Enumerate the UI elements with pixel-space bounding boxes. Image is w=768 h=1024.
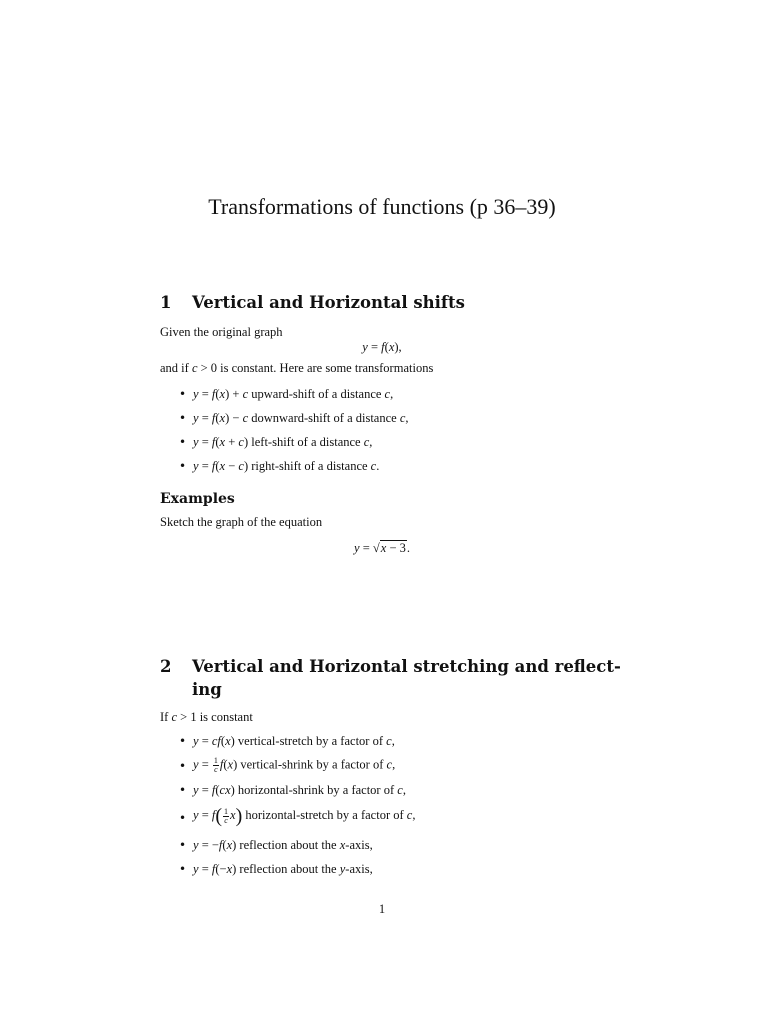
bullet: •: [179, 759, 187, 773]
section-1-heading: Vertical and Horizontal shifts: [192, 293, 465, 312]
page-title: Transformations of functions (p 36–39): [208, 194, 556, 219]
example-equation: y = √x − 3.: [354, 541, 410, 555]
bullet: •: [179, 838, 187, 852]
list-item: y = cf(x) vertical-stretch by a factor of c,: [193, 734, 395, 748]
list-item: y = $\frac{1}{c}$ f(x) vertical-shrink by a factor of c,: [193, 756, 396, 774]
bullet: •: [179, 811, 187, 825]
section-1-number: 1: [160, 293, 172, 312]
bullet: •: [179, 411, 187, 425]
section-1-equation: y = f(x),: [362, 340, 402, 354]
section-1-intro: Given the original graph: [160, 325, 283, 339]
section-2-condition: If c > 1 is constant: [160, 710, 253, 724]
examples-text: Sketch the graph of the equation: [160, 515, 323, 529]
bullet: •: [179, 459, 187, 473]
list-item: y = f(−x) reflection about the y-axis,: [193, 862, 373, 876]
bullet: •: [179, 435, 187, 449]
page-number: 1: [378, 902, 386, 916]
list-item: y = −f(x) reflection about the x-axis,: [193, 838, 373, 852]
section-2-heading-line1: Vertical and Horizontal stretching and reflect-: [192, 657, 621, 676]
bullet: •: [179, 387, 187, 401]
list-item: y = f( $\frac{1}{c}$ x) horizontal-stretch by a factor of c,: [193, 805, 416, 827]
examples-heading: Examples: [160, 491, 235, 507]
list-item: y = f(x + c) left-shift of a distance c,: [193, 435, 373, 449]
bullet: •: [179, 734, 187, 748]
bullet: •: [179, 783, 187, 797]
section-2-number: 2: [160, 657, 172, 676]
section-2-heading-line2: ing: [192, 680, 222, 699]
list-item: y = f(cx) horizontal-shrink by a factor of c,: [193, 783, 406, 797]
list-item: y = f(x − c) right-shift of a distance c.: [193, 459, 380, 473]
list-item: y = f(x) + c upward-shift of a distance c,: [193, 387, 394, 401]
section-1-condition: and if c > 0 is constant. Here are some transformations: [160, 361, 434, 375]
bullet: •: [179, 862, 187, 876]
list-item: y = f(x) − c downward-shift of a distance c,: [193, 411, 409, 425]
